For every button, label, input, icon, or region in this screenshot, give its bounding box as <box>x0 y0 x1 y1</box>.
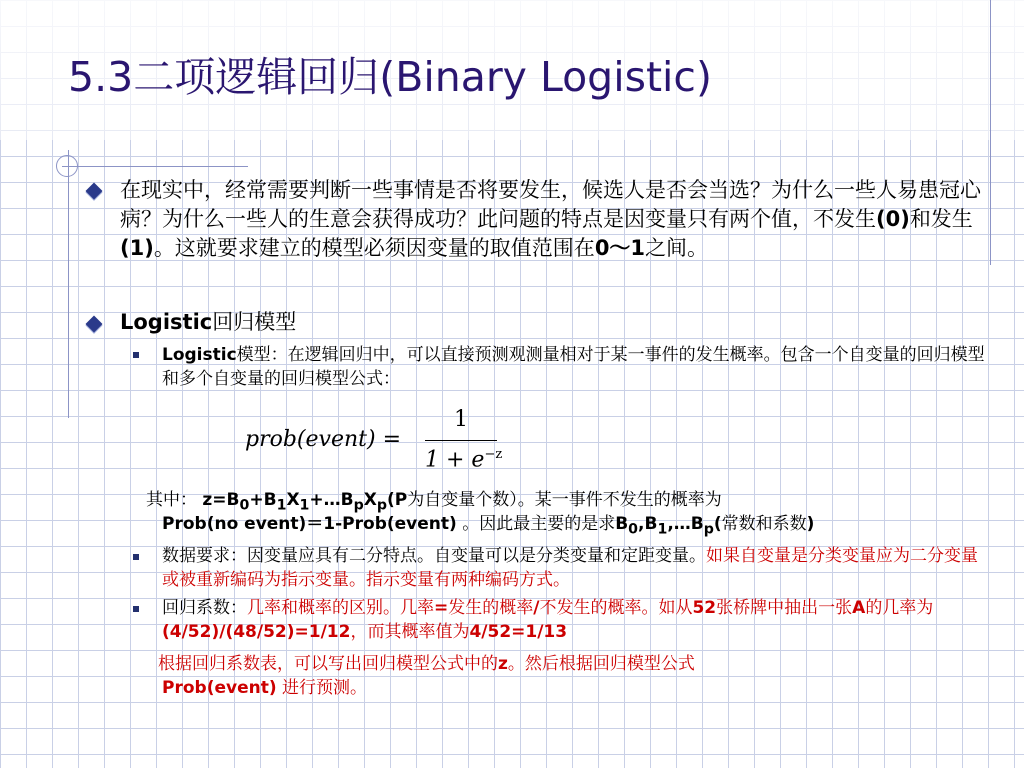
bullet-logistic-bold: Logistic <box>120 310 213 334</box>
sub-bullet-model <box>162 343 992 391</box>
bullet-intro-zero: (0) <box>876 207 910 231</box>
sub-bullet-coefficients: 回归系数：几率和概率的区别。几率=发生的概率/不发生的概率。如从52张桥牌中抽出一张A的几率为(4/52)/(48/52)=1/12，而其概率值为4/52=1/13 <box>162 598 934 642</box>
formula-numerator: 1 <box>454 407 468 432</box>
sub-model-text: 模型：在逻辑回归中，可以直接预测观测量相对于某一事件的发生概率。包含一个自变量的回归模型和多个自变量的回归模型公式： <box>162 345 985 389</box>
where-line-2: Prob(no event)＝1-Prob(event) 。因此最主要的是求$B_0,B_1,\dots B_p$(常数和系数) <box>162 514 815 538</box>
bullet-intro-one: (1) <box>120 236 154 260</box>
formula-lhs: prob(event) = <box>245 427 401 452</box>
where-line-1: 其中： $z=B_0+B_1X_1+\dots B_pX_p(P$为自变量个数）。某一事件不发生的概率为 <box>146 490 722 514</box>
bullet-intro-end: 之间。 <box>645 236 709 260</box>
formula-denominator: $1 + e^{-z}$ <box>425 447 503 473</box>
sub-model-bold: Logistic <box>162 345 237 365</box>
bullet-logistic-heading <box>120 308 1000 337</box>
final-line-1: 根据回归系数表，可以写出回归模型公式中的z。然后根据回归模型公式 <box>158 654 695 674</box>
bullet-intro-text: 在现实中，经常需要判断一些事情是否将要发生，候选人是否会当选？为什么一些人易患冠心病？为什么一些人的生意会获得成功？此问题的特点是因变量只有两个值，不发生 <box>120 178 981 231</box>
bullet-intro-range: 0～1 <box>594 236 646 260</box>
slide-title: 5.3二项逻辑回归(Binary Logistic) <box>68 53 712 101</box>
bullet-intro-after: 。这就要求建立的模型必须因变量的取值范围在 <box>153 236 595 260</box>
bullet-logistic-text: 回归模型 <box>212 310 297 334</box>
bullet-intro <box>120 176 1000 263</box>
sub-bullet-data-requirements: 数据要求：因变量应具有二分特点。自变量可以是分类变量和定距变量。如果自变量是分类变量应为二分变量或被重新编码为指示变量。指示变量有两种编码方式。 <box>162 546 978 590</box>
square-bullet-icon <box>133 352 139 358</box>
square-bullet-icon <box>133 554 139 560</box>
bullet-intro-mid: 和发生 <box>909 207 973 231</box>
logistic-formula <box>245 405 505 483</box>
square-bullet-icon <box>133 606 139 612</box>
formula-exponent: −z <box>484 447 503 462</box>
diamond-bullet-icon <box>86 183 103 200</box>
final-line-2: Prob(event) 进行预测。 <box>162 678 368 698</box>
diamond-bullet-icon <box>86 316 103 333</box>
formula-fraction-bar <box>425 440 497 441</box>
